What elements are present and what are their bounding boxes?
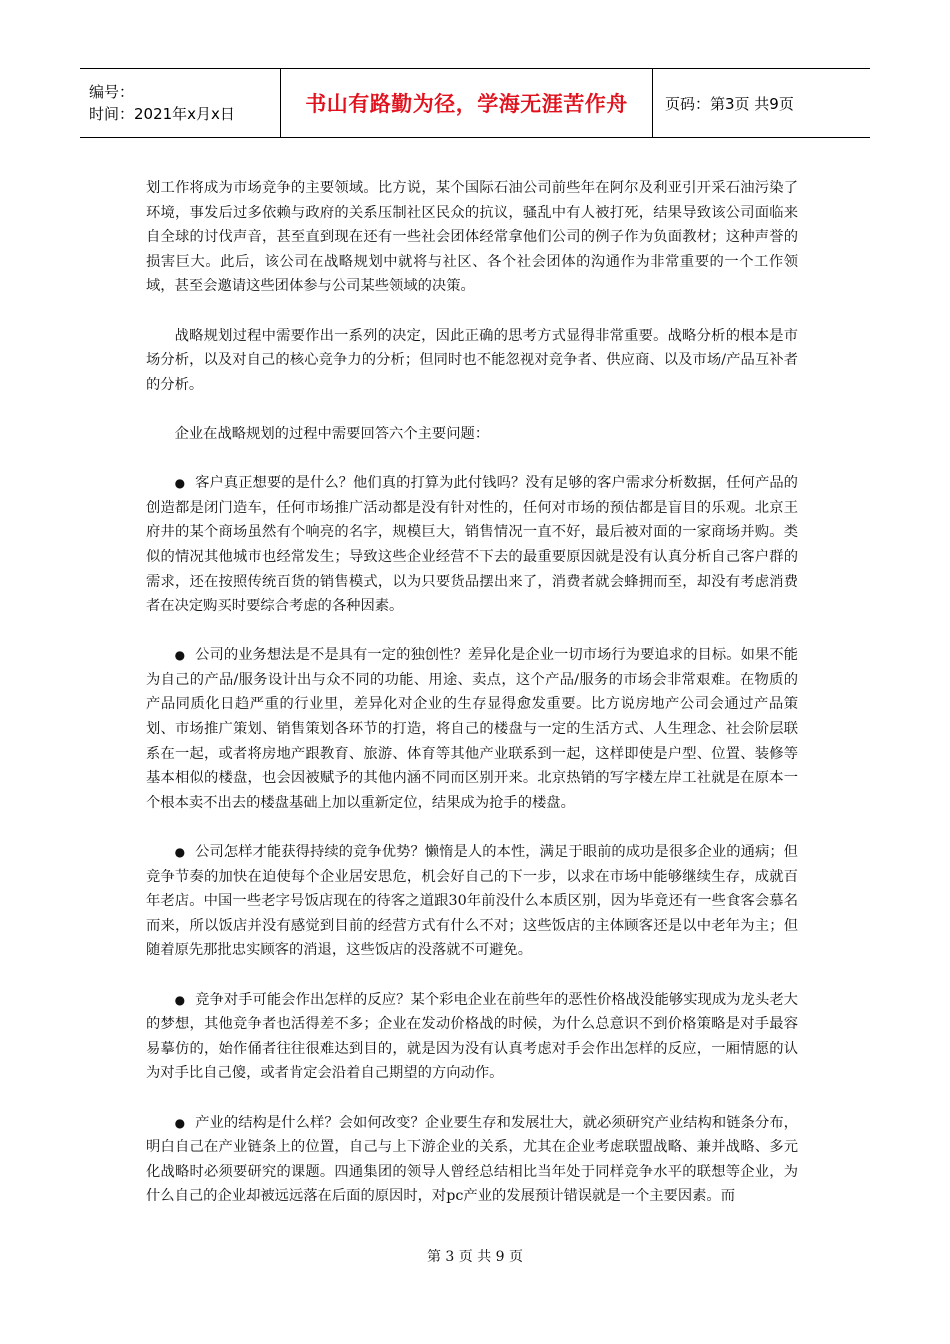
document-body bbox=[146, 176, 798, 1209]
header-info-cell bbox=[80, 69, 281, 137]
paragraph: 划工作将成为市场竞争的主要领域。比方说，某个国际石油公司前些年在阿尔及利亚引开采石油污染了环境，事发后过多依赖与政府的关系压制社区民众的抗议，骚乱中有人被打死，结果导致该公司面临来自全球的讨伐声音，甚至直到现在还有一些社会团体经常拿他们公司的例子作为负面教材；这种声誉的损害巨大。此后，该公司在战略规划中就将与社区、各个社会团体的沟通作为非常重要的一个工作领域，甚至会邀请这些团体参与公司某些领域的决策。 bbox=[146, 180, 798, 295]
page-header bbox=[80, 68, 870, 138]
document-time-label: 时间：2021年x月x日 bbox=[89, 105, 235, 123]
paragraph: 战略规划过程中需要作出一系列的决定，因此正确的思考方式显得非常重要。战略分析的根本是市场分析，以及对自己的核心竞争力的分析；但同时也不能忽视对竞争者、供应商、以及市场/产品互补者的分析。 bbox=[146, 327, 798, 393]
header-page-label: 页码：第3页 共9页 bbox=[665, 94, 794, 113]
bullet-paragraph: ● 产业的结构是什么样？会如何改变？企业要生存和发展壮大，就必须研究产业结构和链条分布，明白自己在产业链条上的位置，自己与上下游企业的关系，尤其在企业考虑联盟战略、兼并战略、多元化战略时必须要研究的课题。四通集团的领导人曾经总结相比当年处于同样竞争水平的联想等企业，为什么自己的企业却被远远落在后面的原因时，对pc产业的发展预计错误就是一个主要因素。而 bbox=[146, 1114, 798, 1205]
bullet-paragraph: ● 公司的业务想法是不是具有一定的独创性？差异化是企业一切市场行为要追求的目标。如果不能为自己的产品/服务设计出与众不同的功能、用途、卖点，这个产品/服务的市场会非常艰难。在物质的产品同质化日趋严重的行业里，差异化对企业的生存显得愈发重要。比方说房地产公司会通过产品策划、市场推广策划、销售策划各环节的打造，将自己的楼盘与一定的生活方式、人生理念、社会阶层联系在一起，或者将房地产跟教育、旅游、体育等其他产业联系到一起，这样即使是户型、位置、装修等基本相似的楼盘，也会因被赋予的其他内涵不同而区别开来。北京热销的写字楼左岸工社就是在原本一个根本卖不出去的楼盘基础上加以重新定位，结果成为抢手的楼盘。 bbox=[146, 647, 798, 811]
header-motto: 书山有路勤为径，学海无涯苦作舟 bbox=[281, 69, 653, 137]
bullet-icon: ● bbox=[174, 648, 186, 663]
bullet-icon: ● bbox=[174, 476, 186, 491]
bullet-icon: ● bbox=[174, 845, 186, 860]
bullet-paragraph: ● 公司怎样才能获得持续的竞争优势？懒惰是人的本性，满足于眼前的成功是很多企业的通病；但竞争节奏的加快在迫使每个企业居安思危，机会好自己的下一步，以求在市场中能够继续生存，成就百年老店。中国一些老字号饭店现在的待客之道跟30年前没什么本质区别，因为毕竟还有一些食客会慕名而来，所以饭店并没有感觉到目前的经营方式有什么不对；这些饭店的主体顾客还是以中老年为主；但随着原先那批忠实顾客的消退，这些饭店的没落就不可避免。 bbox=[146, 844, 798, 959]
bullet-icon: ● bbox=[174, 992, 186, 1007]
bullet-paragraph: ● 竞争对手可能会作出怎样的反应？某个彩电企业在前些年的恶性价格战没能够实现成为龙头老大的梦想，其他竞争者也活得差不多；企业在发动价格战的时候，为什么总意识不到价格策略是对手最容易摹仿的，始作俑者往往很难达到目的，就是因为没有认真考虑对手会作出怎样的反应，一厢情愿的认为对手比自己傻，或者肯定会沿着自己期望的方向动作。 bbox=[146, 991, 798, 1082]
bullet-icon: ● bbox=[174, 1115, 186, 1130]
page-footer: 第 3 页 共 9 页 bbox=[426, 1249, 524, 1265]
paragraph: 企业在战略规划的过程中需要回答六个主要问题： bbox=[174, 425, 490, 442]
bullet-paragraph: ● 客户真正想要的是什么？他们真的打算为此付钱吗？没有足够的客户需求分析数据，任何产品的创造都是闭门造车，任何市场推广活动都是没有针对性的，任何对市场的预估都是盲目的乐观。北京王府井的某个商场虽然有个响亮的名字，规模巨大，销售情况一直不好，最后被对面的一家商场并购。类似的情况其他城市也经常发生；导致这些企业经营不下去的最重要原因就是没有认真分析自己客户群的需求，还在按照传统百货的销售模式，以为只要货品摆出来了，消费者就会蜂拥而至，却没有考虑消费者在决定购买时要综合考虑的各种因素。 bbox=[146, 475, 798, 615]
document-number-label: 编号： bbox=[89, 83, 135, 101]
